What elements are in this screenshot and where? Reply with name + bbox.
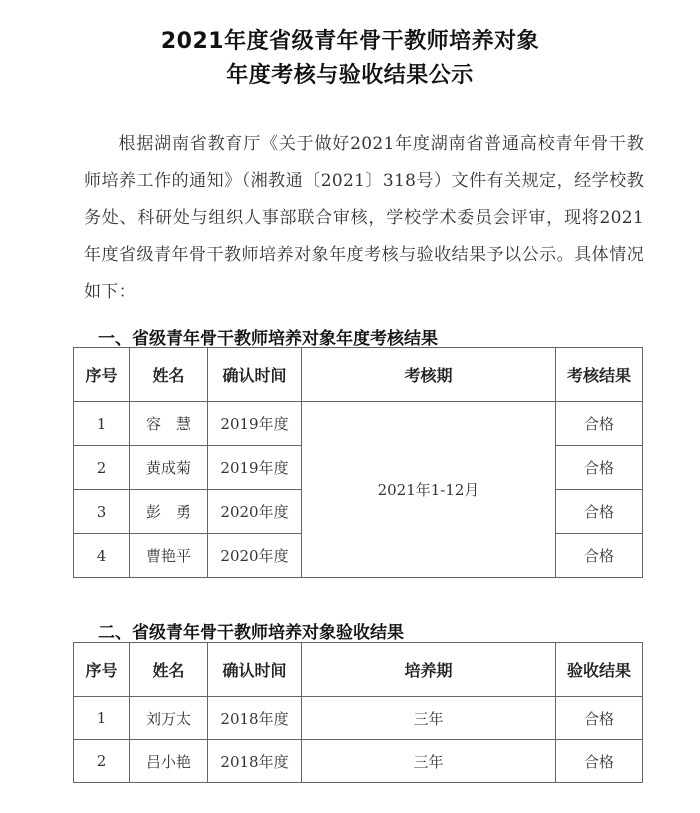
cell-no: 2: [74, 740, 130, 783]
cell-year: 2019年度: [208, 446, 302, 490]
cell-no: 1: [74, 402, 130, 446]
header-assessment-result: 考核结果: [556, 348, 643, 402]
document-title-line-2: 年度考核与验收结果公示: [226, 63, 474, 88]
intro-paragraph: [84, 126, 644, 311]
cell-year: 2018年度: [208, 740, 302, 783]
header-confirm-time: 确认时间: [208, 348, 302, 402]
cell-name: 容 慧: [130, 402, 208, 446]
acceptance-table: [73, 642, 643, 783]
table-header-row: [74, 643, 643, 697]
assessment-table: [73, 347, 643, 578]
header-name: 姓名: [130, 348, 208, 402]
cell-no: 1: [74, 697, 130, 740]
header-no: 序号: [74, 643, 130, 697]
section-2-heading: 二、省级青年骨干教师培养对象验收结果: [98, 623, 404, 643]
intro-text: 根据湖南省教育厅《关于做好2021年度湖南省普通高校青年骨干教师培养工作的通知》（湘教通〔2021〕318号）文件有关规定，经学校教务处、科研处与组织人事部联合审核，学校学术委员会评审，现将2021年度省级青年骨干教师培养对象年度考核与验收结果予以公示。具体情况如下：: [84, 134, 644, 302]
cell-name: 吕小艳: [130, 740, 208, 783]
cell-assessment-period: 2021年1-12月: [302, 402, 556, 578]
document-title-line-1: 2021年度省级青年骨干教师培养对象: [160, 29, 540, 54]
cell-name: 刘万太: [130, 697, 208, 740]
cell-result: 合格: [556, 697, 643, 740]
cell-year: 2018年度: [208, 697, 302, 740]
header-name: 姓名: [130, 643, 208, 697]
cell-no: 4: [74, 534, 130, 578]
table-header-row: [74, 348, 643, 402]
cell-year: 2020年度: [208, 490, 302, 534]
header-confirm-time: 确认时间: [208, 643, 302, 697]
header-acceptance-result: 验收结果: [556, 643, 643, 697]
cell-result: 合格: [556, 446, 643, 490]
cell-name: 黄成菊: [130, 446, 208, 490]
cell-name: 曹艳平: [130, 534, 208, 578]
table-row: [74, 697, 643, 740]
cell-result: 合格: [556, 534, 643, 578]
header-training-period: 培养期: [302, 643, 556, 697]
header-no: 序号: [74, 348, 130, 402]
cell-no: 2: [74, 446, 130, 490]
table-row: [74, 740, 643, 783]
cell-no: 3: [74, 490, 130, 534]
table-row: [74, 402, 643, 446]
section-1-heading: 一、省级青年骨干教师培养对象年度考核结果: [98, 329, 438, 349]
cell-result: 合格: [556, 402, 643, 446]
cell-name: 彭 勇: [130, 490, 208, 534]
cell-year: 2020年度: [208, 534, 302, 578]
cell-result: 合格: [556, 740, 643, 783]
cell-training-period: 三年: [302, 740, 556, 783]
cell-result: 合格: [556, 490, 643, 534]
header-assessment-period: 考核期: [302, 348, 556, 402]
cell-year: 2019年度: [208, 402, 302, 446]
cell-training-period: 三年: [302, 697, 556, 740]
